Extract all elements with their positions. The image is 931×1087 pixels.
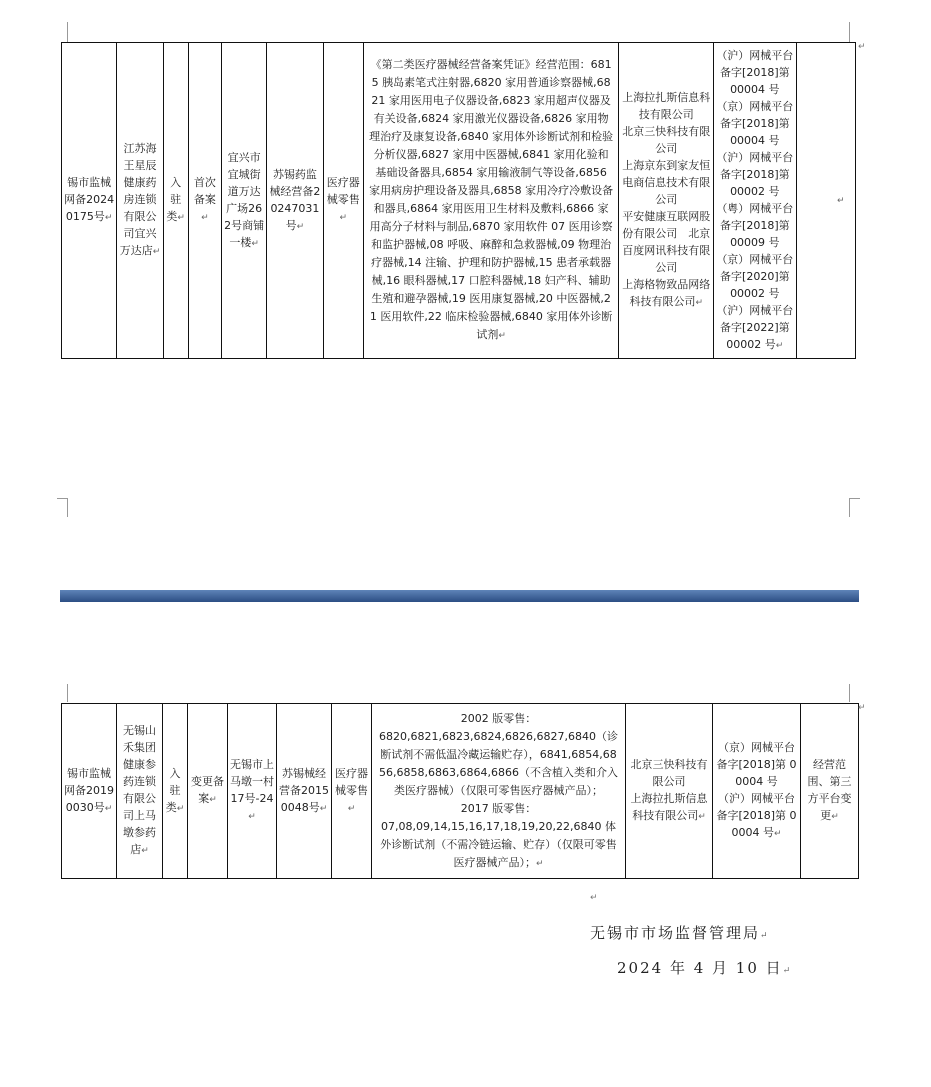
action-cell: 首次备案↵ (188, 43, 221, 359)
platform-filing-cell: （京）网械平台备字[2018]第 00004 号 （沪）网械平台备字[2018]第 00004 号↵ (713, 704, 801, 879)
scope-cell: 2002 版零售： 6820,6821,6823,6824,6826,6827,6840（诊断试剂不需低温冷藏运输贮存），6841,6854,6856,6858,6863,6864,6866（不含植入类和介入类医疗器械）（仅限可零售医疗器械产品）； 2017 版零售： 07,08,09,14,15,16,17,18,19,20,22,6840 体外诊断试剂（不需冷链运输、贮存）（仅限可零售医疗器械产品）；↵ (372, 704, 626, 879)
row-end-mark: ↵ (858, 42, 866, 52)
crop-mark-bottom-left (57, 498, 68, 517)
issuing-authority: 无锡市市场监督管理局↵ (590, 924, 770, 942)
crop-mark-bottom-right (849, 498, 860, 517)
company-cell: 无锡山禾集团健康参药连锁有限公司上马墩参药店↵ (117, 704, 163, 879)
company-cell: 江苏海王星辰健康药房连锁有限公司宜兴万达店↵ (117, 43, 163, 359)
crop-mark-page2-right (849, 684, 850, 702)
row-end-mark: ↵ (858, 703, 866, 713)
platform-filing-cell: （沪）网械平台备字[2018]第 00004 号 （京）网械平台备字[2018]第 00004 号 （沪）网械平台备字[2018]第 00002 号 （粤）网械平台备字[2018]第 00009 号 （京）网械平台备字[2020]第 00002 号 （沪）网械平台备字[2022]第 00002 号↵ (714, 43, 797, 359)
filing-number-cell: 锡市监械网备20240175号↵ (62, 43, 117, 359)
remark-cell: ↵ (796, 43, 855, 359)
paragraph-mark: ↵ (590, 893, 598, 903)
crop-mark-top-left (67, 22, 68, 42)
platform-cell: 上海拉扎斯信息科技有限公司 北京三快科技有限公司 上海京东到家友恒电商信息技术有限公司 平安健康互联网股份有限公司 北京百度网讯科技有限公司 上海格物致品网络科技有限公司↵ (619, 43, 714, 359)
type-cell: 入驻类↵ (163, 704, 188, 879)
address-cell: 宜兴市宜城街道万达广场262号商铺一楼↵ (221, 43, 266, 359)
action-cell: 变更备案↵ (188, 704, 228, 879)
business-cell: 医疗器械零售↵ (332, 704, 372, 879)
issue-date: 2024 年 4 月 10 日↵ (617, 959, 793, 977)
platform-cell: 北京三快科技有限公司 上海拉扎斯信息科技有限公司↵ (626, 704, 713, 879)
crop-mark-top-right (849, 22, 850, 42)
table-row (62, 43, 856, 359)
license-cell: 苏锡械经营备20150048号↵ (277, 704, 332, 879)
filing-number-cell: 锡市监械网备20190030号↵ (62, 704, 117, 879)
license-cell: 苏锡药监械经营备20247031号↵ (267, 43, 323, 359)
address-cell: 无锡市上马墩一村17号-24↵ (228, 704, 277, 879)
remark-cell: 经营范围、第三方平台变更↵ (801, 704, 859, 879)
type-cell: 入驻类↵ (163, 43, 188, 359)
scope-cell: 《第二类医疗器械经营备案凭证》经营范围：6815 胰岛素笔式注射器,6820 家用普通诊察器械,6821 家用医用电子仪器设备,6823 家用超声仪器及有关设备,6824 家用激光仪器设备,6826 家用物理治疗及康复设备,6840 家用体外诊断试剂和检验分析仪器,6827 家用中医器械,6841 家用化验和基础设备器具,6854 家用输液制气等设备,6856 家用病房护理设备及器具,6858 家用冷疗冷敷设备和器具,6864 家用医用卫生材料及敷料,6866 家用高分子材料与制品,6870 家用软件 07 医用诊察和监护器械,08 呼吸、麻醉和急救器械,09 物理治疗器械,14 注输、护理和防护器械,15 患者承载器械,16 眼科器械,17 口腔科器械,18 妇产科、辅助生殖和避孕器械,19 医用康复器械,20 中医器械,21 医用软件,22 临床检验器械,6840 家用体外诊断试剂↵ (363, 43, 619, 359)
crop-mark-page2-left (67, 684, 68, 702)
table-row (62, 704, 859, 879)
page-separator (60, 590, 859, 602)
record-table-1 (61, 42, 856, 359)
record-table-2 (61, 703, 859, 879)
business-cell: 医疗器械零售↵ (323, 43, 363, 359)
